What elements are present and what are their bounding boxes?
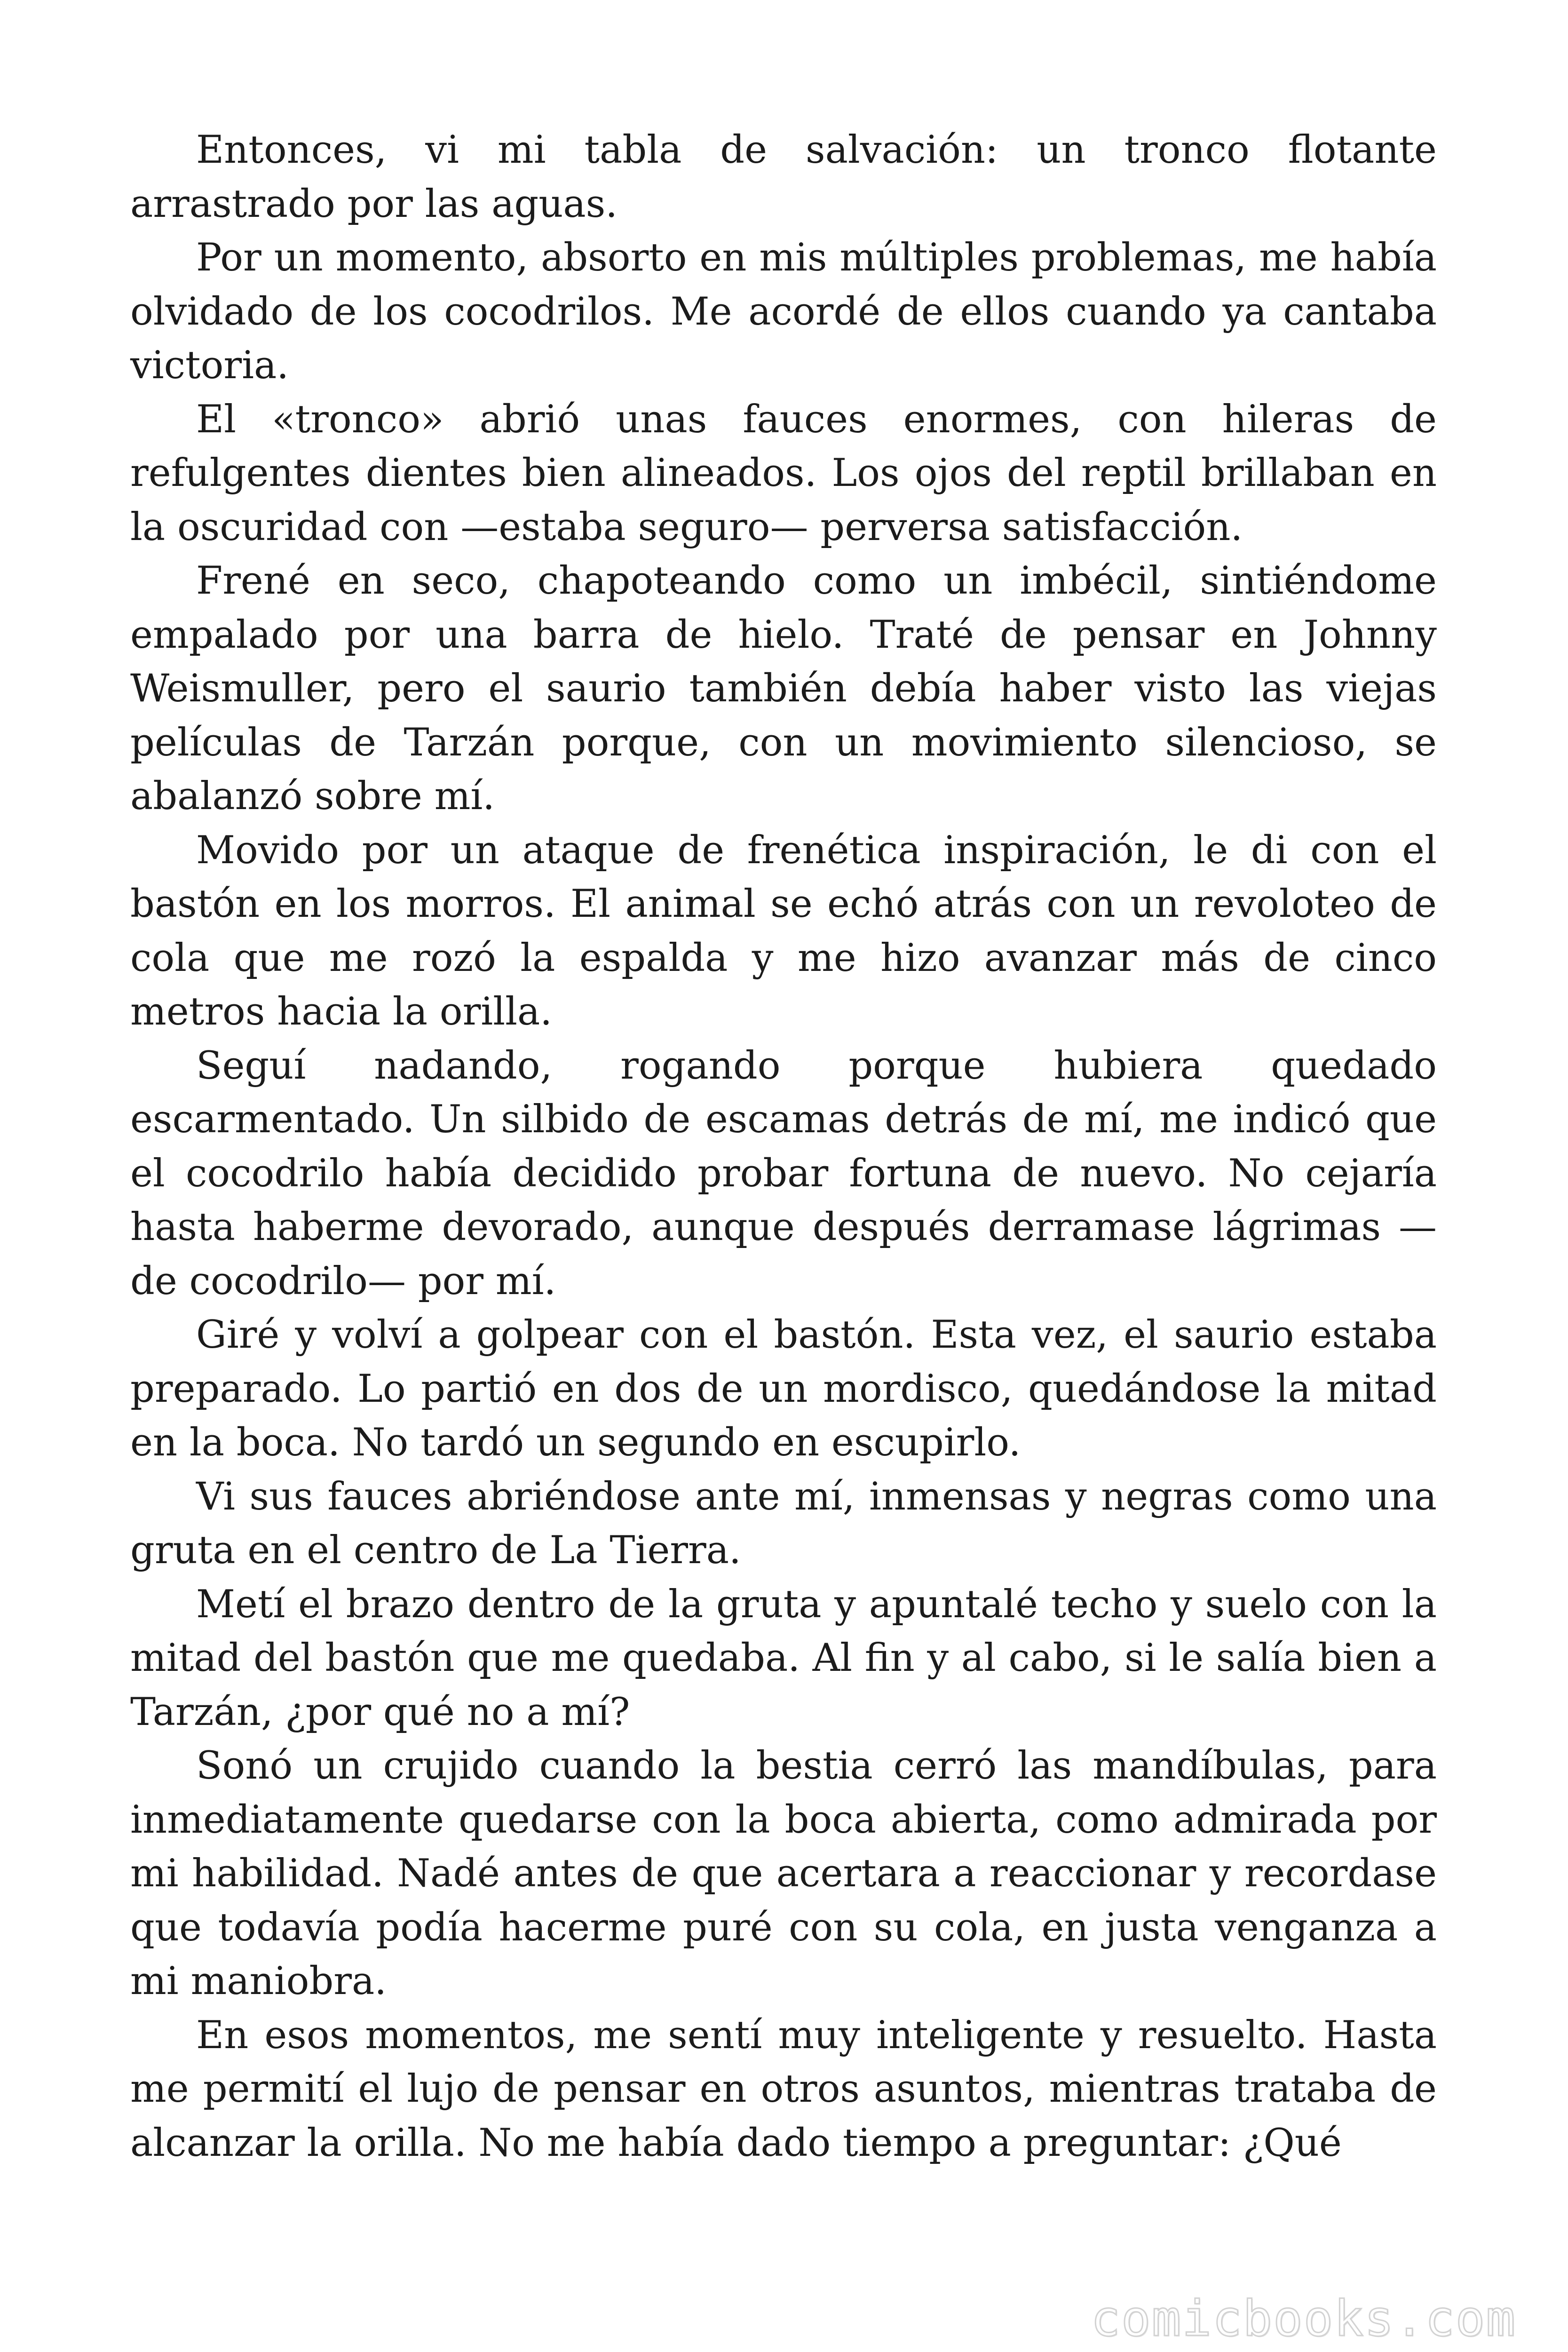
watermark: comicbooks.com (1091, 2290, 1516, 2347)
paragraph: Por un momento, absorto en mis múltiples problemas, me había olvidado de los cocodrilos. Me acordé de ellos cuando ya cantaba victoria. (130, 236, 1437, 388)
paragraph: Giré y volví a golpear con el bastón. Esta vez, el saurio estaba preparado. Lo partió en dos de un mordisco, quedándose la mitad en la boca. No tardó un segundo en escupirlo. (130, 1313, 1437, 1465)
paragraph: Sonó un crujido cuando la bestia cerró las mandíbulas, para inmediatamente quedarse con la boca abierta, como admirada por mi habilidad. Nadé antes de que acertara a reaccionar y recordase que todavía podía hacerme puré con su cola, en justa venganza a mi maniobra. (130, 1744, 1437, 2003)
paragraph: Metí el brazo dentro de la gruta y apuntalé techo y suelo con la mitad del bastón que me quedaba. Al fin y al cabo, si le salía bien a Tarzán, ¿por qué no a mí? (130, 1582, 1437, 1734)
paragraph: Movido por un ataque de frenética inspiración, le di con el bastón en los morros. El animal se echó atrás con un revoloteo de cola que me rozó la espalda y me hizo avanzar más de cinco metros hacia la orilla. (130, 828, 1437, 1034)
paragraph: En esos momentos, me sentí muy inteligente y resuelto. Hasta me permití el lujo de pensar en otros asuntos, mientras trataba de alcanzar la orilla. No me había dado tiempo a preguntar: ¿Qué (130, 2013, 1437, 2165)
paragraph: Frené en seco, chapoteando como un imbécil, sintiéndome empalado por una barra de hielo. Traté de pensar en Johnny Weismuller, pero el saurio también debía haber visto las viejas películas de Tarzán porque, con un movimiento silencioso, se abalanzó sobre mí. (130, 559, 1437, 818)
paragraph: Entonces, vi mi tabla de salvación: un tronco flotante arrastrado por las aguas. (130, 128, 1437, 226)
paragraph: Vi sus fauces abriéndose ante mí, inmensas y negras como una gruta en el centro de La Tierra. (130, 1474, 1437, 1573)
paragraph: El «tronco» abrió unas fauces enormes, con hileras de refulgentes dientes bien alineados. Los ojos del reptil brillaban en la oscuridad con —estaba seguro— perversa satisfacción. (130, 397, 1437, 549)
body-text (130, 123, 1437, 2170)
paragraph: Seguí nadando, rogando porque hubiera quedado escarmentado. Un silbido de escamas detrás de mí, me indicó que el cocodrilo había decidido probar fortuna de nuevo. No cejaría hasta haberme devorado, aunque después derramase lágrimas —de cocodrilo— por mí. (130, 1043, 1437, 1303)
